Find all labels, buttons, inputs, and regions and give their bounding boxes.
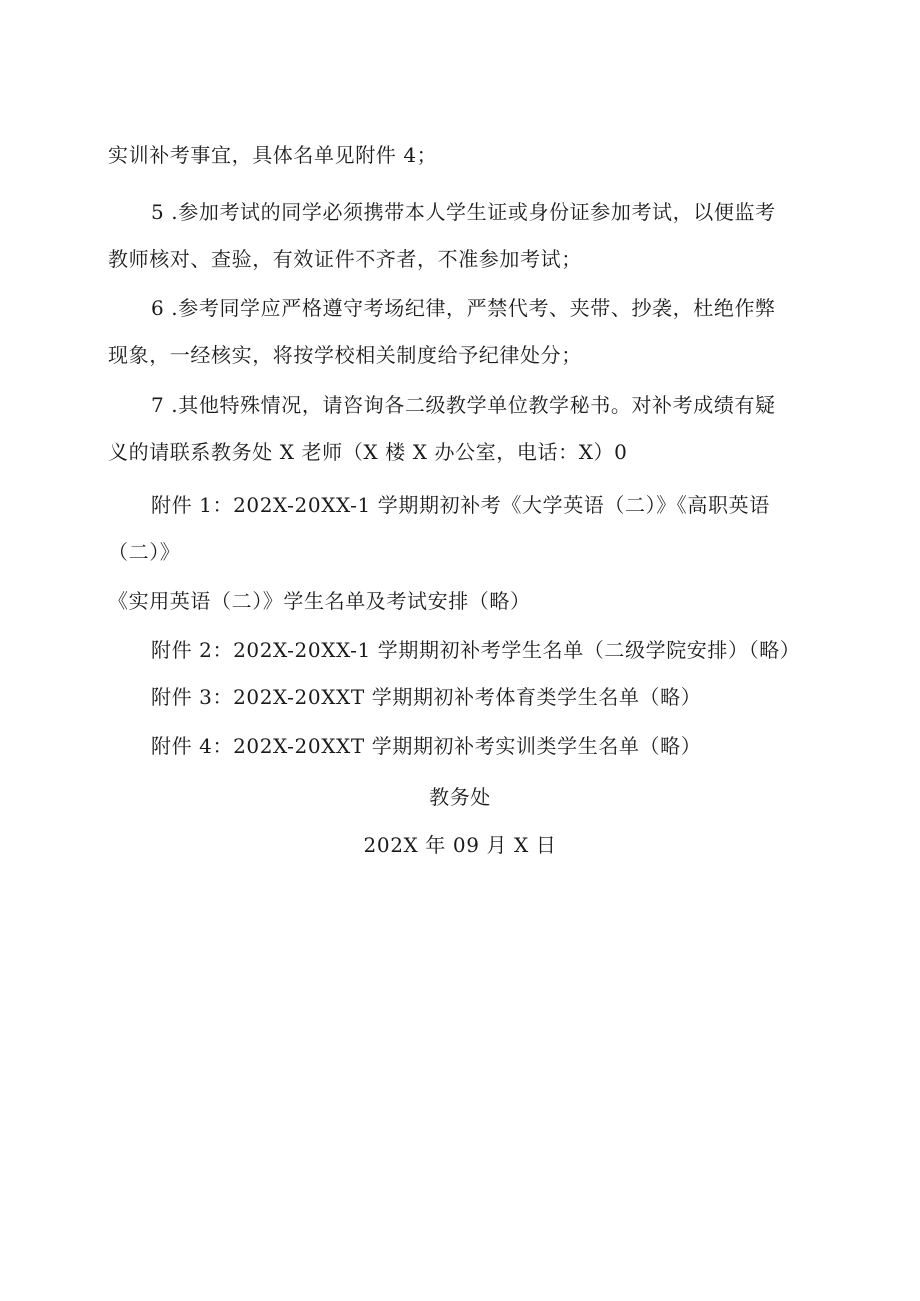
item-6-line-1: 6 .参考同学应严格遵守考场纪律，严禁代考、夹带、抄袭，杜绝作弊 — [151, 296, 776, 320]
paragraph-continuation: 实训补考事宜，具体名单见附件 4； — [108, 143, 438, 167]
signature-office: 教务处 — [429, 785, 491, 809]
item-5-line-2: 教师核对、查验，有效证件不齐者，不准参加考试； — [108, 247, 582, 271]
item-6-line-2: 现象，一经核实，将按学校相关制度给予纪律处分； — [108, 343, 582, 367]
attachment-2: 附件 2：202X-20XX-1 学期期初补考学生名单（二级学院安排）（略） — [151, 638, 801, 662]
attachment-1-line-3: 《实用英语（二）》学生名单及考试安排（略） — [108, 589, 531, 613]
item-5-line-1: 5 .参加考试的同学必须携带本人学生证或身份证参加考试，以便监考 — [151, 200, 776, 224]
attachment-1-line-2: （二）》 — [108, 540, 181, 564]
item-7-line-1: 7 .其他特殊情况，请咨询各二级教学单位教学秘书。对补考成绩有疑 — [151, 393, 776, 417]
attachment-3: 附件 3：202X-20XXT 学期期初补考体育类学生名单（略） — [151, 685, 702, 709]
attachment-1-line-1: 附件 1：202X-20XX-1 学期期初补考《大学英语（二）》《高职英语 — [151, 493, 770, 517]
signature-date: 202X 年 09 月 X 日 — [363, 833, 557, 857]
item-7-line-2: 义的请联系教务处 X 老师（X 楼 X 办公室，电话：X）0 — [108, 440, 628, 464]
attachment-4: 附件 4：202X-20XXT 学期期初补考实训类学生名单（略） — [151, 734, 702, 758]
